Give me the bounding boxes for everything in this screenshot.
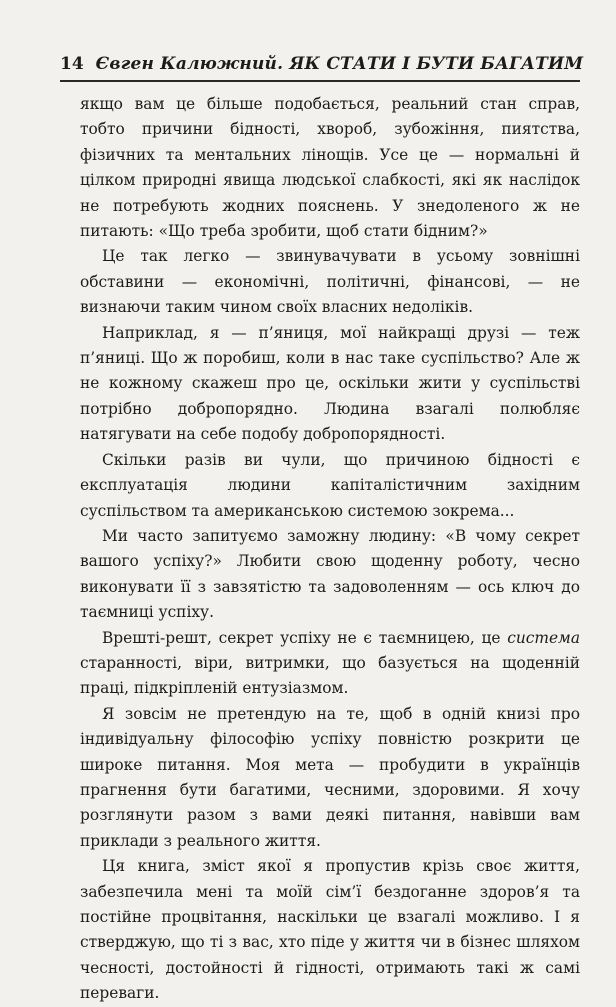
- paragraph-6-start: Врешті-решт, секрет успіху не є таємницею, це: [102, 628, 508, 647]
- paragraph-3: Наприклад, я — п’яниця, мої найкращі друзі — теж п’яниці. Що ж поробиш, коли в нас таке суспільство? Але ж не кожному скажеш про це, оскільки жити у суспільстві потрібно добропорядно. Людина взагалі полюбляє натягувати на себе подобу добропорядності.: [80, 323, 580, 444]
- body-text: [80, 92, 580, 1007]
- paragraph-8: Ця книга, зміст якої я пропустив крізь своє життя, забезпечила мені та моїй сім’ї бездоганне здоров’я та постійне процвітання, наскільки це взагалі можливо. І я стверджую, що ті з вас, хто піде у життя чи в бізнес шляхом чесності, достойності й гідності, отримають такі ж самі переваги.: [80, 857, 580, 1003]
- running-title: Євген Калюжний. ЯК СТАТИ І БУТИ БАГАТИМ: [95, 54, 584, 74]
- paragraph-6: [80, 626, 580, 702]
- paragraph-6-end: старанності, віри, витримки, що базується на щоденній праці, підкріпленій ентузіазмом.: [80, 653, 580, 698]
- paragraph-5: Ми часто запитуємо заможну людину: «В чому секрет вашого успіху?» Любити свою щоденну роботу, чесно виконувати її з завзятістю та задоволенням — ось ключ до таємниці успіху.: [80, 526, 580, 622]
- header-rule: [60, 80, 580, 82]
- paragraph-7: Я зовсім не претендую на те, щоб в одній книзі про індивідуальну філософію успіху повністю розкрити це широке питання. Моя мета — пробудити в українців прагнення бути багатими, чесними, здоровими. Я хочу розглянути разом з вами деякі питання, навівши вам приклади з реального життя.: [80, 704, 580, 850]
- emphasis-sistema: система: [507, 628, 580, 647]
- paragraph-1: якщо вам це більше подобається, реальний стан справ, тобто причини бідності, хвороб, зубожіння, пиятства, фізичних та ментальних лінощів. Усе це — нормальні й цілком природні явища людської слабкості, які як наслідок не потребують жодних пояснень. У знедоленого ж не питають: «Що треба зробити, щоб стати бідним?»: [80, 95, 580, 241]
- paragraph-2: Це так легко — звинувачувати в усьому зовнішні обставини — економічні, політичні, фінансові, — не визнаючи таким чином своїх власних недоліків.: [80, 247, 580, 317]
- page-number: 14: [60, 54, 84, 74]
- paragraph-4: Скільки разів ви чули, що причиною бідності є експлуатація людини капіталістичним західним суспільством та американською системою зокрема...: [80, 450, 580, 520]
- page-header: [60, 52, 584, 76]
